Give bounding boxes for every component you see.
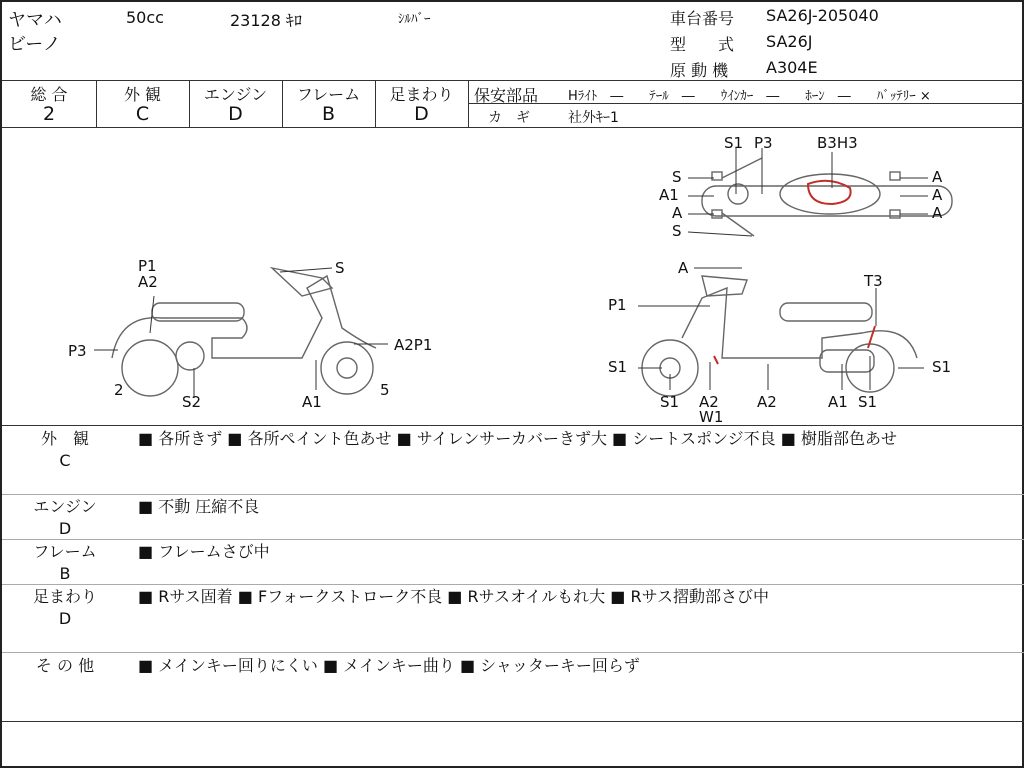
divider: [2, 584, 1024, 585]
model-name: ビーノ: [8, 34, 61, 55]
diag-label: S1: [724, 134, 744, 152]
note-label-text: そ の 他: [35, 656, 95, 675]
diag-label: S: [335, 259, 345, 277]
diag-label: S1: [608, 358, 628, 376]
damage-diagram: [2, 128, 1024, 425]
diag-label: W1: [699, 408, 724, 425]
grade-engine-value: D: [228, 103, 243, 125]
grade-frame-value: B: [321, 103, 336, 125]
diag-label: A2: [138, 273, 158, 291]
diag-label: S2: [182, 393, 202, 411]
grade-suspension-value: D: [414, 103, 429, 125]
type-label: 型 式: [670, 35, 735, 54]
diag-label: 5: [380, 381, 390, 399]
note-label-text: エンジン: [33, 497, 97, 516]
diag-label: B3H3: [817, 134, 858, 152]
diag-label: A1: [828, 393, 848, 411]
diag-label: S: [672, 168, 682, 186]
note-other-text: ■ メインキー回りにくい ■ メインキー曲り ■ シャッターキー回らず: [138, 656, 640, 675]
divider: [2, 425, 1024, 426]
diag-label: A: [678, 259, 689, 277]
note-exterior-label: [10, 428, 120, 472]
divider: [468, 80, 469, 127]
key-value: 社外ｷｰ1: [568, 110, 619, 126]
engine-label: 原 動 機: [670, 61, 729, 80]
note-engine-label: [10, 496, 120, 540]
note-frame-label: [10, 541, 120, 585]
displacement: 50cc: [126, 8, 164, 27]
note-grade: C: [59, 451, 71, 470]
diag-label: P1: [138, 257, 157, 275]
diag-label: A2P1: [394, 336, 433, 354]
grade-exterior-label: 外 観: [123, 85, 162, 104]
note-engine-text: ■ 不動 圧縮不良: [138, 497, 260, 516]
divider: [2, 80, 1024, 81]
diag-label: A2: [757, 393, 777, 411]
note-grade: D: [58, 519, 72, 538]
divider: [2, 539, 1024, 540]
color: ｼﾙﾊﾞｰ: [398, 12, 431, 27]
diag-label: S1: [932, 358, 952, 376]
grade-overall-label: 総 合: [30, 85, 68, 104]
diag-label: P1: [608, 296, 627, 314]
note-grade: B: [59, 564, 71, 583]
diag-label: A: [932, 204, 943, 222]
note-label-text: 外 観: [40, 429, 89, 448]
diag-label: A1: [659, 186, 679, 204]
diag-label: P3: [68, 342, 87, 360]
grade-suspension-label: 足まわり: [389, 85, 454, 104]
scooter-top-view: [702, 158, 952, 236]
note-grade: D: [58, 609, 72, 628]
note-other-label: [10, 655, 120, 677]
note-frame-text: ■ フレームさび中: [138, 542, 270, 561]
diag-label: S: [672, 222, 682, 240]
note-label-text: フレーム: [33, 542, 97, 561]
note-suspension-label: [10, 586, 120, 630]
note-label-text: 足まわり: [32, 587, 97, 606]
frame-no-label: 車台番号: [670, 9, 735, 28]
divider: [2, 652, 1024, 653]
diag-label: P3: [754, 134, 773, 152]
diag-label: A: [932, 186, 943, 204]
diag-label: 2: [114, 381, 124, 399]
grade-frame-label: フレーム: [296, 85, 361, 104]
note-suspension-text: ■ Rサス固着 ■ Fフォークストローク不良 ■ Rサスオイルもれ大 ■ Rサス摺動部さび中: [138, 587, 769, 606]
type-value: SA26J: [766, 32, 813, 51]
diag-label: A1: [302, 393, 322, 411]
safety-label: 保安部品: [474, 86, 539, 105]
safety-items: Hﾗｲﾄ ― ﾃｰﾙ ― ｳｲﾝｶｰ ― ﾎｰﾝ ― ﾊﾞｯﾃﾘｰ ×: [568, 89, 931, 104]
grade-exterior-value: C: [135, 103, 150, 125]
diag-label: S1: [858, 393, 878, 411]
note-exterior-text: ■ 各所きず ■ 各所ペイント色あせ ■ サイレンサーカバーきず大 ■ シートスポンジ不良 ■ 樹脂部色あせ: [138, 429, 897, 448]
frame-no: SA26J-205040: [766, 6, 879, 25]
divider: [2, 721, 1024, 722]
diag-label: A: [932, 168, 943, 186]
grade-engine-label: エンジン: [203, 85, 268, 104]
divider: [2, 494, 1024, 495]
mileage: 23128 ｷﾛ: [230, 11, 302, 30]
diag-label: T3: [864, 272, 883, 290]
engine-value: A304E: [766, 58, 818, 77]
diag-label: A2: [699, 393, 719, 411]
maker: ヤマハ: [8, 10, 62, 31]
key-label: カ ギ: [488, 110, 530, 126]
diag-label: S1: [660, 393, 680, 411]
diag-label: A: [672, 204, 683, 222]
grade-overall-value: 2: [42, 103, 56, 125]
